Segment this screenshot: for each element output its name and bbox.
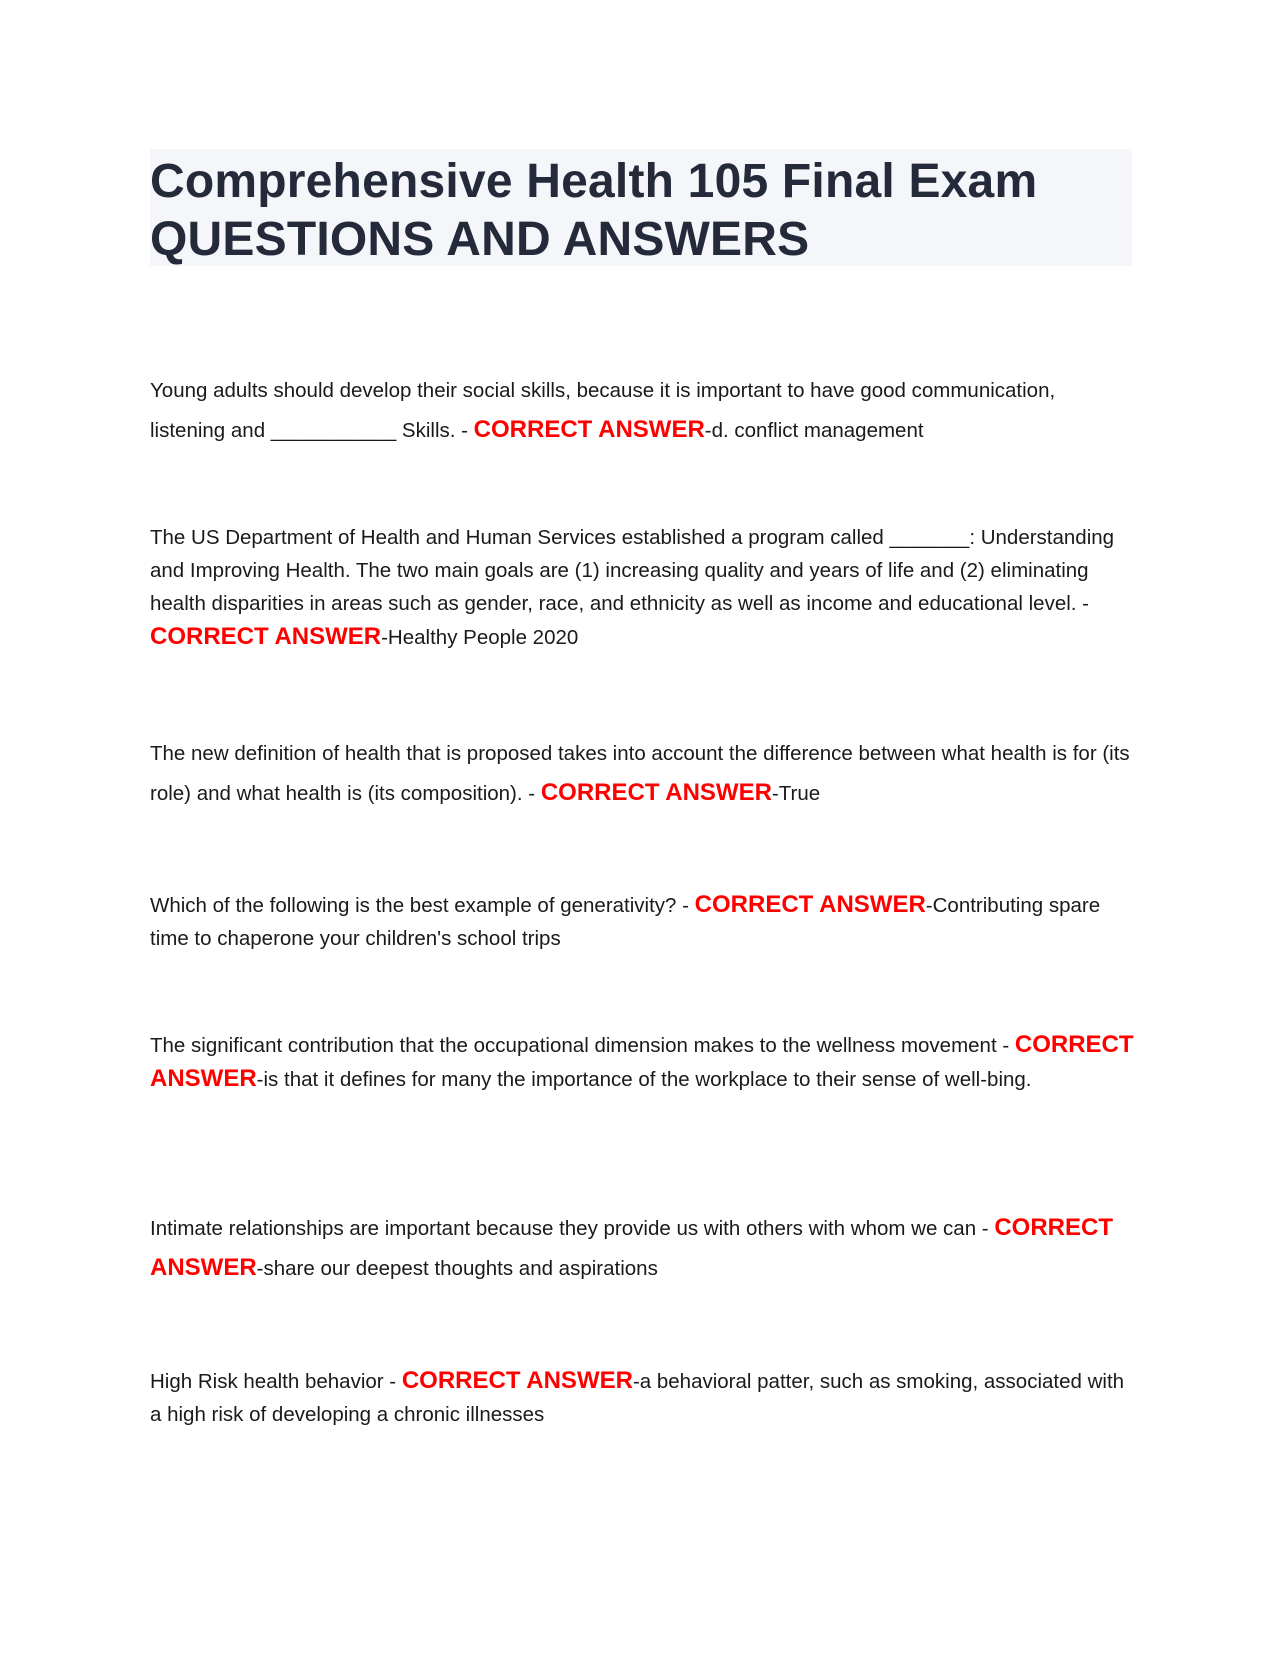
answer-text: -Contributing spare time to chaperone your children's school trips bbox=[150, 894, 1101, 950]
answer-text: -a behavioral patter, such as smoking, associated with a high risk of developing a chronic illnesses bbox=[150, 1370, 1125, 1426]
qa-item bbox=[150, 888, 1135, 955]
question-text: The new definition of health that is proposed takes into account the difference between what health is for (its role) and what health is (its composition). - bbox=[150, 742, 1130, 805]
qa-item bbox=[150, 734, 1135, 813]
correct-answer-label: CORRECT ANSWER bbox=[473, 416, 705, 443]
question-text: Which of the following is the best example of generativity? - bbox=[150, 894, 695, 917]
correct-answer-label: CORRECT ANSWER bbox=[150, 623, 382, 650]
correct-answer-label: CORRECT ANSWER bbox=[401, 1367, 633, 1394]
answer-text: -Healthy People 2020 bbox=[381, 626, 579, 649]
qa-item bbox=[150, 371, 1135, 450]
question-text: The significant contribution that the occupational dimension makes to the wellness movement - bbox=[150, 1034, 1015, 1057]
correct-answer-label: CORRECT ANSWER bbox=[150, 1214, 1113, 1281]
question-text: Young adults should develop their social skills, because it is important to have good communication, listening and ___________ Skills. - bbox=[150, 379, 1056, 442]
correct-answer-label: CORRECT ANSWER bbox=[150, 1031, 1134, 1092]
correct-answer-label: CORRECT ANSWER bbox=[540, 779, 772, 806]
question-text: The US Department of Health and Human Services established a program called _______: Understanding and Improving Health. The two main goals are (1) increasing quality and years of life and (2) eliminating health disparities in areas such as gender, race, and ethnicity as well as income and educational level. - bbox=[150, 526, 1115, 615]
question-text: Intimate relationships are important because they provide us with others with whom we can - bbox=[150, 1217, 995, 1240]
qa-item bbox=[150, 1364, 1135, 1431]
qa-item bbox=[150, 1028, 1135, 1096]
qa-item bbox=[150, 521, 1135, 654]
answer-text: -d. conflict management bbox=[704, 419, 924, 442]
document-title: Comprehensive Health 105 Final Exam QUESTIONS AND ANSWERS bbox=[150, 155, 1038, 266]
title-block bbox=[150, 149, 1132, 266]
qa-item bbox=[150, 1208, 1135, 1288]
question-text: High Risk health behavior - bbox=[150, 1370, 402, 1393]
answer-text: -True bbox=[771, 782, 821, 805]
correct-answer-label: CORRECT ANSWER bbox=[694, 891, 926, 918]
answer-text: -is that it defines for many the importance of the workplace to their sense of well-bing. bbox=[256, 1068, 1032, 1091]
answer-text: -share our deepest thoughts and aspirations bbox=[256, 1257, 658, 1280]
